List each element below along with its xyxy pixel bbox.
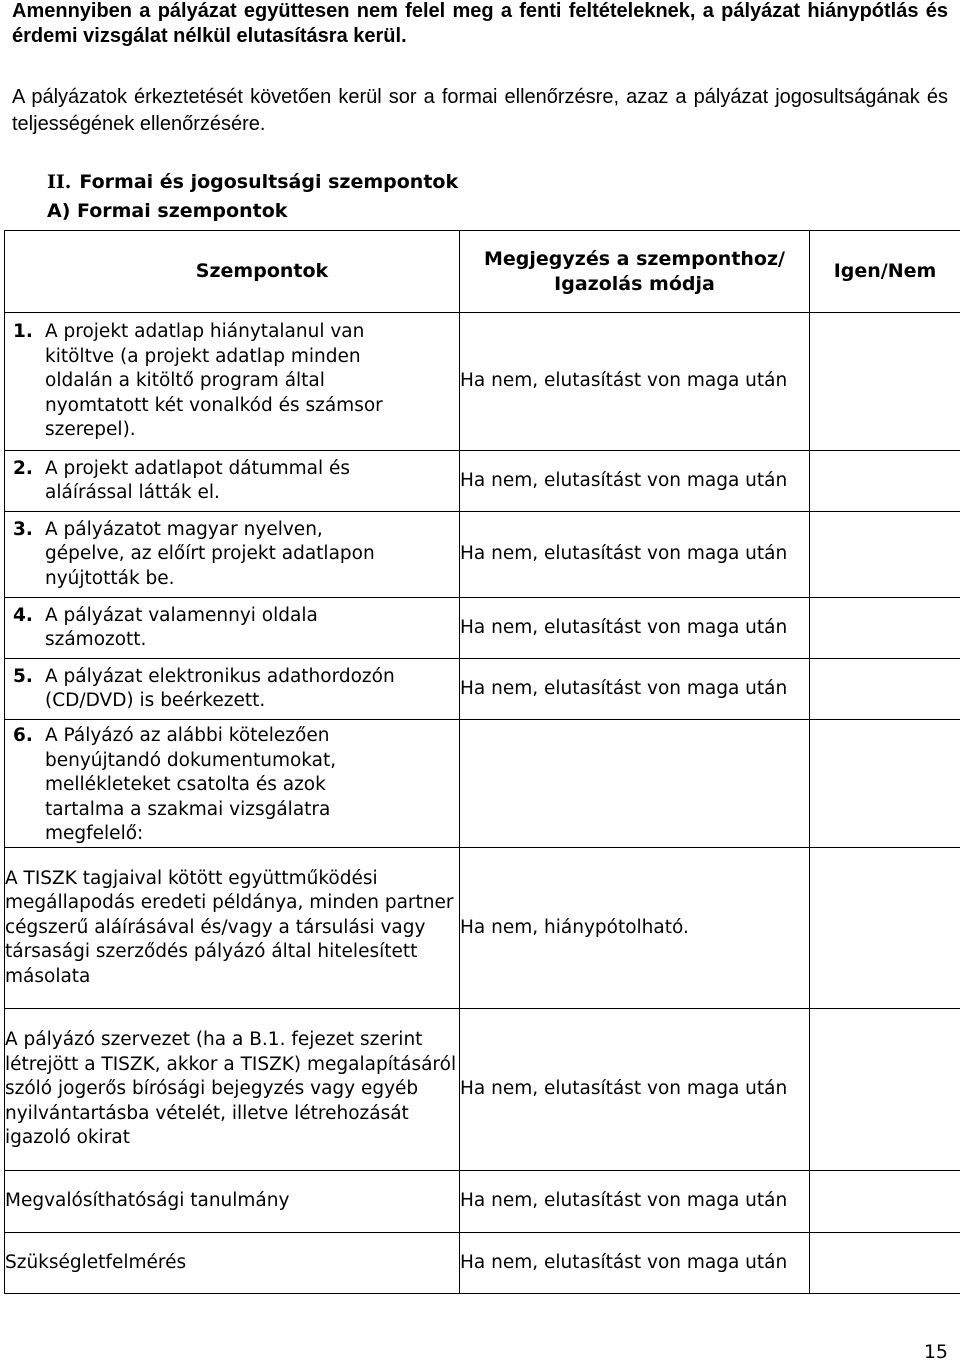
item-number: 6. (9, 724, 45, 749)
note-cell: Ha nem, elutasítást von maga után (460, 1009, 810, 1171)
yes-no-cell[interactable] (810, 313, 960, 451)
table-row (5, 598, 960, 659)
yes-no-cell[interactable] (810, 659, 960, 720)
item-text: A pályázat elektronikus adathordozón (CD/DVD) is beérkezett. (45, 665, 400, 714)
section-number: II. (47, 171, 71, 193)
sub-criteria-cell: Szükségletfelmérés (5, 1233, 460, 1294)
criteria-cell (5, 720, 460, 848)
intro-bold-paragraph: Amennyiben a pályázat együttesen nem felel meg a fenti feltételeknek, a pályázat hiánypótlás és érdemi vizsgálat nélkül elutasításra kerül. (12, 0, 948, 49)
table-sub-row (5, 1233, 960, 1294)
yes-no-cell[interactable] (810, 512, 960, 598)
note-cell: Ha nem, elutasítást von maga után (460, 598, 810, 659)
criteria-cell (5, 451, 460, 512)
table-row (5, 659, 960, 720)
item-number: 2. (9, 457, 45, 482)
note-cell: Ha nem, hiánypótolható. (460, 848, 810, 1009)
item-text: A projekt adatlapot dátummal és aláírással látták el. (45, 457, 400, 506)
item-number: 1. (9, 320, 45, 345)
item-number: 4. (9, 604, 45, 629)
table-row (5, 313, 960, 451)
table-sub-row (5, 1171, 960, 1233)
note-cell (460, 720, 810, 848)
item-text: A pályázat valamennyi oldala számozott. (45, 604, 400, 653)
yes-no-cell[interactable] (810, 720, 960, 848)
table-row (5, 512, 960, 598)
section-heading (47, 170, 458, 194)
section-subtitle: A) Formai szempontok (47, 199, 287, 223)
sub-criteria-cell: A pályázó szervezet (ha a B.1. fejezet szerint létrejött a TISZK, akkor a TISZK) megalapításáról szóló jogerős bírósági bejegyzés vagy egyéb nyilvántartásba vételét, illetve létrehozását igazoló okirat (5, 1009, 460, 1171)
item-text: A pályázatot magyar nyelven, gépelve, az előírt projekt adatlapon nyújtották be. (45, 518, 400, 592)
yes-no-cell[interactable] (810, 1009, 960, 1171)
page-number: 15 (924, 1341, 948, 1363)
yes-no-cell[interactable] (810, 598, 960, 659)
item-number: 3. (9, 518, 45, 543)
note-cell: Ha nem, elutasítást von maga után (460, 313, 810, 451)
sub-criteria-cell: A TISZK tagjaival kötött együttműködési megállapodás eredeti példánya, minden partner cégszerű aláírásával és/vagy a társulási vagy társasági szerződés pályázó által hitelesített másolata (5, 848, 460, 1009)
note-cell: Ha nem, elutasítást von maga után (460, 1171, 810, 1233)
header-criteria: Szempontok (5, 231, 460, 313)
header-yes-no: Igen/Nem (810, 231, 960, 313)
criteria-table (4, 230, 960, 1294)
item-text: A Pályázó az alábbi kötelezően benyújtandó dokumentumokat, mellékleteket csatolta és azok tartalma a szakmai vizsgálatra megfelelő: (45, 724, 400, 847)
criteria-cell (5, 659, 460, 720)
table-header-row (5, 231, 960, 313)
yes-no-cell[interactable] (810, 1171, 960, 1233)
sub-criteria-cell: Megvalósíthatósági tanulmány (5, 1171, 460, 1233)
criteria-cell (5, 512, 460, 598)
intro-paragraph: A pályázatok érkeztetését követően kerül sor a formai ellenőrzésre, azaz a pályázat jogosultságának és teljességének ellenőrzésére. (12, 84, 948, 138)
item-number: 5. (9, 665, 45, 690)
yes-no-cell[interactable] (810, 848, 960, 1009)
note-cell: Ha nem, elutasítást von maga után (460, 512, 810, 598)
section-title: Formai és jogosultsági szempontok (79, 171, 458, 193)
note-cell: Ha nem, elutasítást von maga után (460, 659, 810, 720)
item-text: A projekt adatlap hiánytalanul van kitöltve (a projekt adatlap minden oldalán a kitöltő program által nyomtatott két vonalkód és számsor szerepel). (45, 320, 400, 443)
note-cell: Ha nem, elutasítást von maga után (460, 451, 810, 512)
header-note: Megjegyzés a szemponthoz/ Igazolás módja (460, 231, 810, 313)
yes-no-cell[interactable] (810, 451, 960, 512)
table-sub-row (5, 848, 960, 1009)
criteria-cell (5, 598, 460, 659)
table-sub-row (5, 1009, 960, 1171)
criteria-cell (5, 313, 460, 451)
yes-no-cell[interactable] (810, 1233, 960, 1294)
note-cell: Ha nem, elutasítást von maga után (460, 1233, 810, 1294)
table-row (5, 720, 960, 848)
table-row (5, 451, 960, 512)
